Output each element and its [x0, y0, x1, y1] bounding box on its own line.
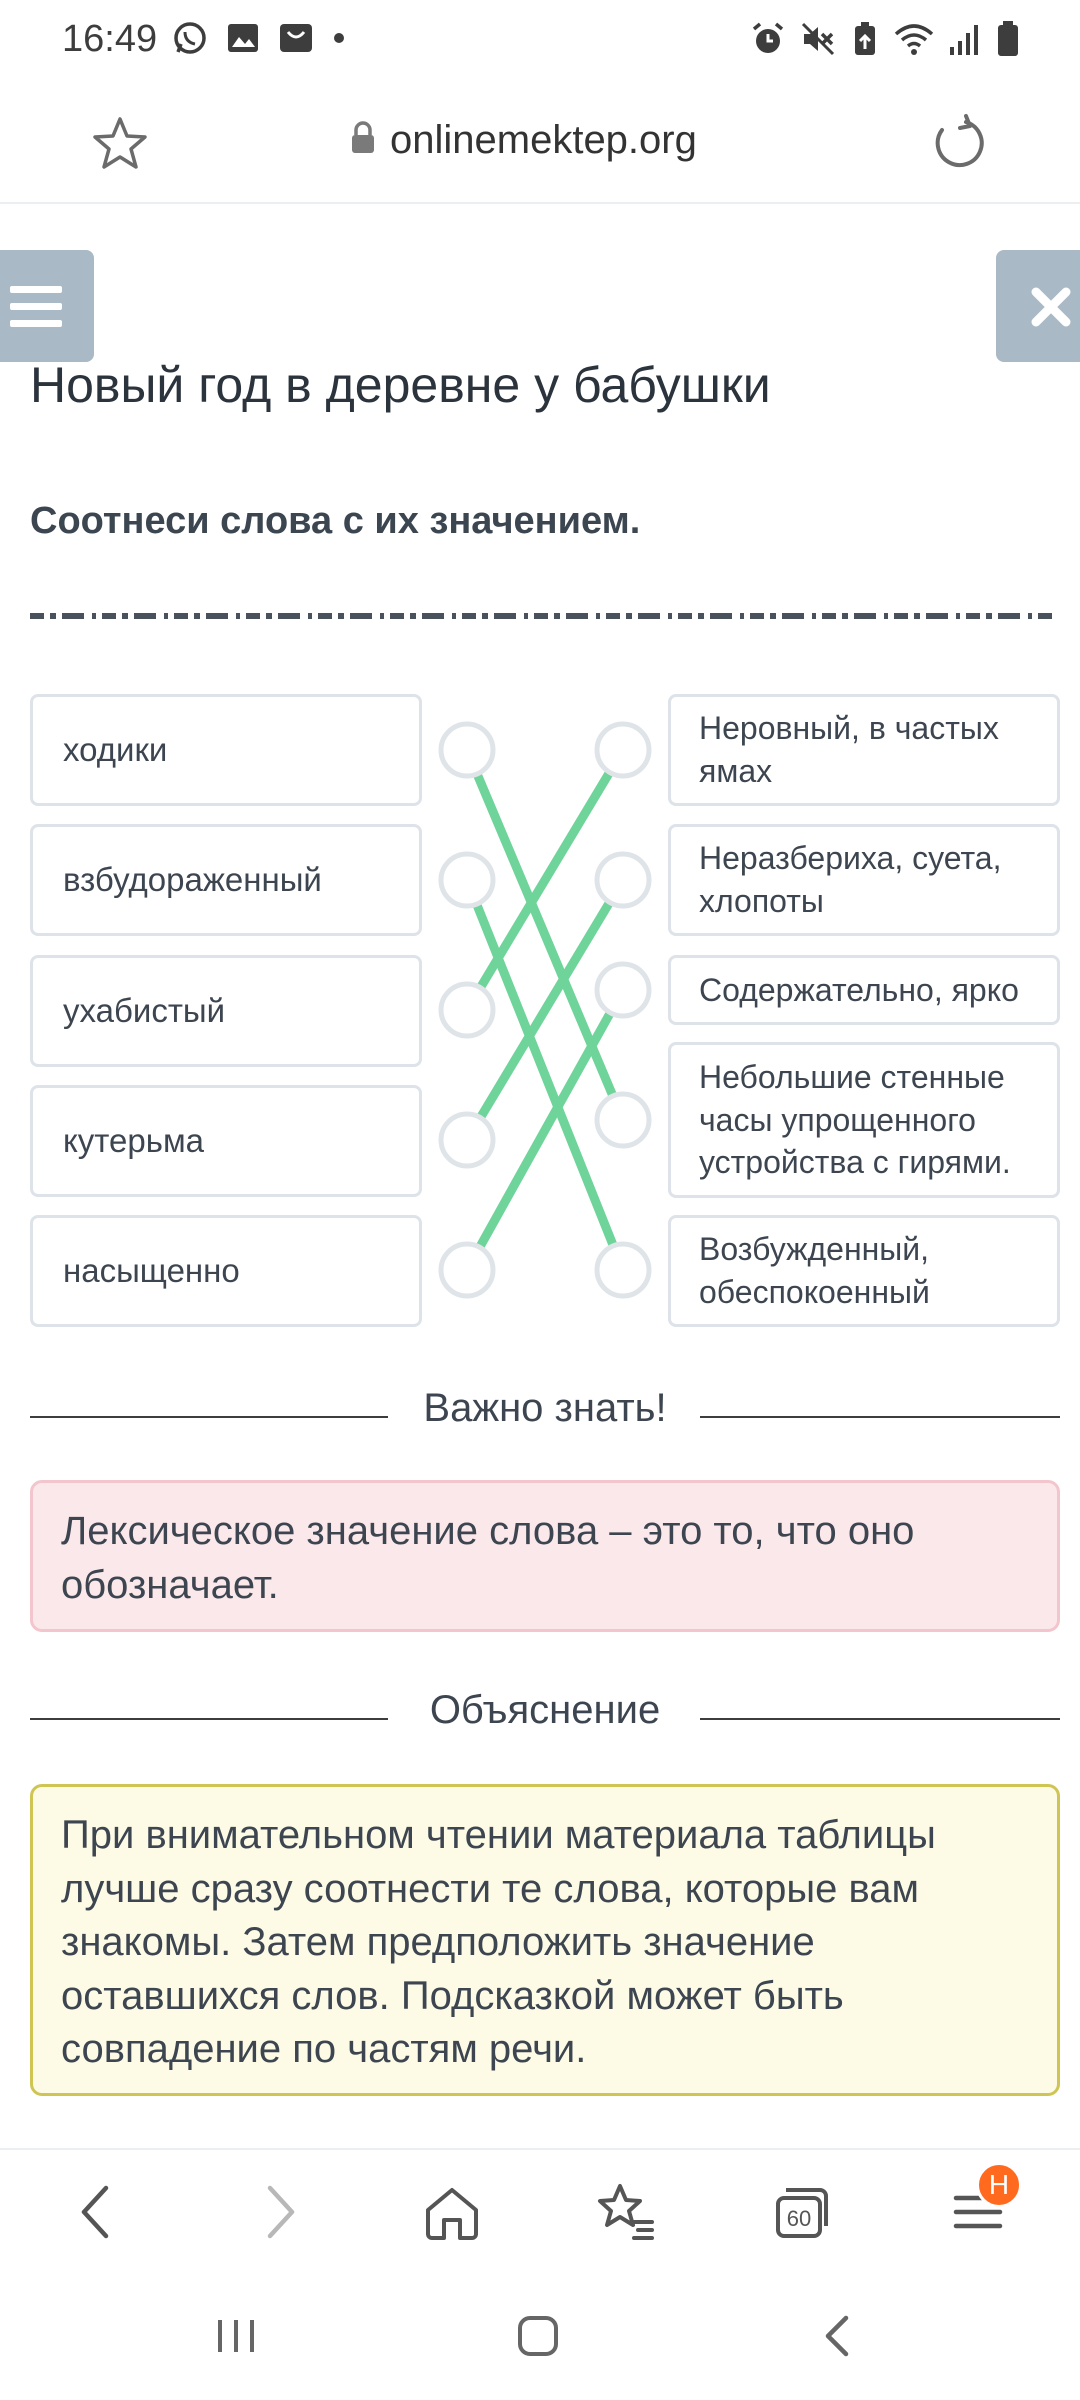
- explanation-heading: Объяснение: [429, 1688, 661, 1732]
- wifi-icon: [894, 21, 934, 62]
- whatsapp-icon: [172, 20, 208, 61]
- right-meaning-card[interactable]: [668, 1215, 1060, 1327]
- left-connector-dot[interactable]: [441, 854, 493, 906]
- dot-icon: [332, 31, 346, 50]
- right-meaning: Содержательно, ярко: [699, 971, 1019, 1008]
- alarm-icon: [750, 21, 786, 62]
- left-connector-dot[interactable]: [441, 724, 493, 776]
- image-icon: [226, 21, 260, 60]
- left-word-card[interactable]: [30, 824, 422, 936]
- left-word: кутерьма: [63, 1122, 204, 1159]
- system-nav-bar: [0, 2270, 1080, 2400]
- system-back-icon[interactable]: [808, 2306, 868, 2366]
- left-connector-dot[interactable]: [441, 1114, 493, 1166]
- back-icon[interactable]: [66, 2180, 130, 2244]
- connection-line: [480, 1013, 611, 1248]
- left-word-card[interactable]: [30, 955, 422, 1067]
- tabs-icon[interactable]: [770, 2180, 834, 2244]
- shop-icon: [278, 20, 314, 61]
- important-heading: Важно знать!: [423, 1386, 667, 1430]
- right-meaning-card[interactable]: [668, 694, 1060, 806]
- important-separator: [30, 1386, 1060, 1446]
- right-connector-dot[interactable]: [597, 724, 649, 776]
- explanation-separator: [30, 1688, 1060, 1748]
- recents-icon[interactable]: [206, 2306, 266, 2366]
- home-icon[interactable]: [420, 2180, 484, 2244]
- menu-button[interactable]: [0, 250, 94, 362]
- right-connector-dot[interactable]: [597, 1094, 649, 1146]
- right-meaning: Неровный, в частых ямах: [699, 710, 999, 789]
- match-connectors: [430, 700, 660, 1340]
- connection-line: [480, 772, 609, 987]
- left-word-card[interactable]: [30, 1215, 422, 1327]
- left-word-card[interactable]: [30, 1085, 422, 1197]
- left-connector-dot[interactable]: [441, 984, 493, 1036]
- lock-icon: [350, 121, 376, 160]
- right-meaning: Небольшие стенные часы упрощенного устройства с гирями.: [699, 1058, 1011, 1181]
- status-bar: [0, 0, 1080, 80]
- important-text: Лексическое значение слова – это то, что оно обозначает.: [61, 1509, 915, 1607]
- right-meaning: Неразбериха, суета, хлопоты: [699, 840, 1002, 919]
- lesson-title: Новый год в деревне у бабушки: [30, 357, 771, 413]
- right-meaning-card[interactable]: [668, 824, 1060, 936]
- task-instruction: Соотнеси слова с их значением.: [30, 500, 641, 542]
- close-button[interactable]: [996, 250, 1080, 362]
- right-connector-dot[interactable]: [597, 964, 649, 1016]
- dashed-divider: [30, 612, 1056, 620]
- left-word-card[interactable]: [30, 694, 422, 806]
- right-connector-dot[interactable]: [597, 1244, 649, 1296]
- notification-badge: H: [976, 2162, 1022, 2208]
- left-word: насыщенно: [63, 1252, 240, 1289]
- right-connector-dot[interactable]: [597, 854, 649, 906]
- bookmarks-icon[interactable]: [594, 2180, 658, 2244]
- explanation-box: [30, 1784, 1060, 2096]
- status-time: 16:49: [62, 18, 158, 60]
- home-button-icon[interactable]: [508, 2306, 568, 2366]
- left-word: ходики: [63, 731, 168, 768]
- left-word: взбудораженный: [63, 861, 322, 898]
- right-meaning: Возбужденный, обеспокоенный: [699, 1231, 930, 1310]
- browser-bottom-nav: [0, 2148, 1080, 2270]
- reload-icon[interactable]: [926, 112, 990, 176]
- close-icon: [996, 349, 1080, 366]
- explanation-text: При внимательном чтении материала таблицы лучше сразу соотнести те слова, которые вам знакомы. Затем предположить значение оставшихся слов. Подсказкой может быть совпадение по частям речи.: [61, 1813, 936, 2072]
- left-word: ухабистый: [63, 992, 226, 1029]
- important-note: [30, 1480, 1060, 1632]
- right-meaning-card[interactable]: [668, 955, 1060, 1025]
- battery-saver-icon: [850, 21, 880, 62]
- url-field[interactable]: [350, 118, 697, 163]
- url-text: onlinemektep.org: [390, 118, 697, 162]
- forward-icon[interactable]: [246, 2180, 310, 2244]
- mute-icon: [800, 21, 836, 62]
- left-connector-dot[interactable]: [441, 1244, 493, 1296]
- battery-icon: [996, 20, 1020, 63]
- right-meaning-card[interactable]: [668, 1042, 1060, 1198]
- tabs-count: 60: [786, 2206, 812, 2231]
- browser-address-bar: [0, 80, 1080, 204]
- signal-icon: [948, 21, 982, 62]
- bookmark-star-icon[interactable]: [88, 112, 152, 176]
